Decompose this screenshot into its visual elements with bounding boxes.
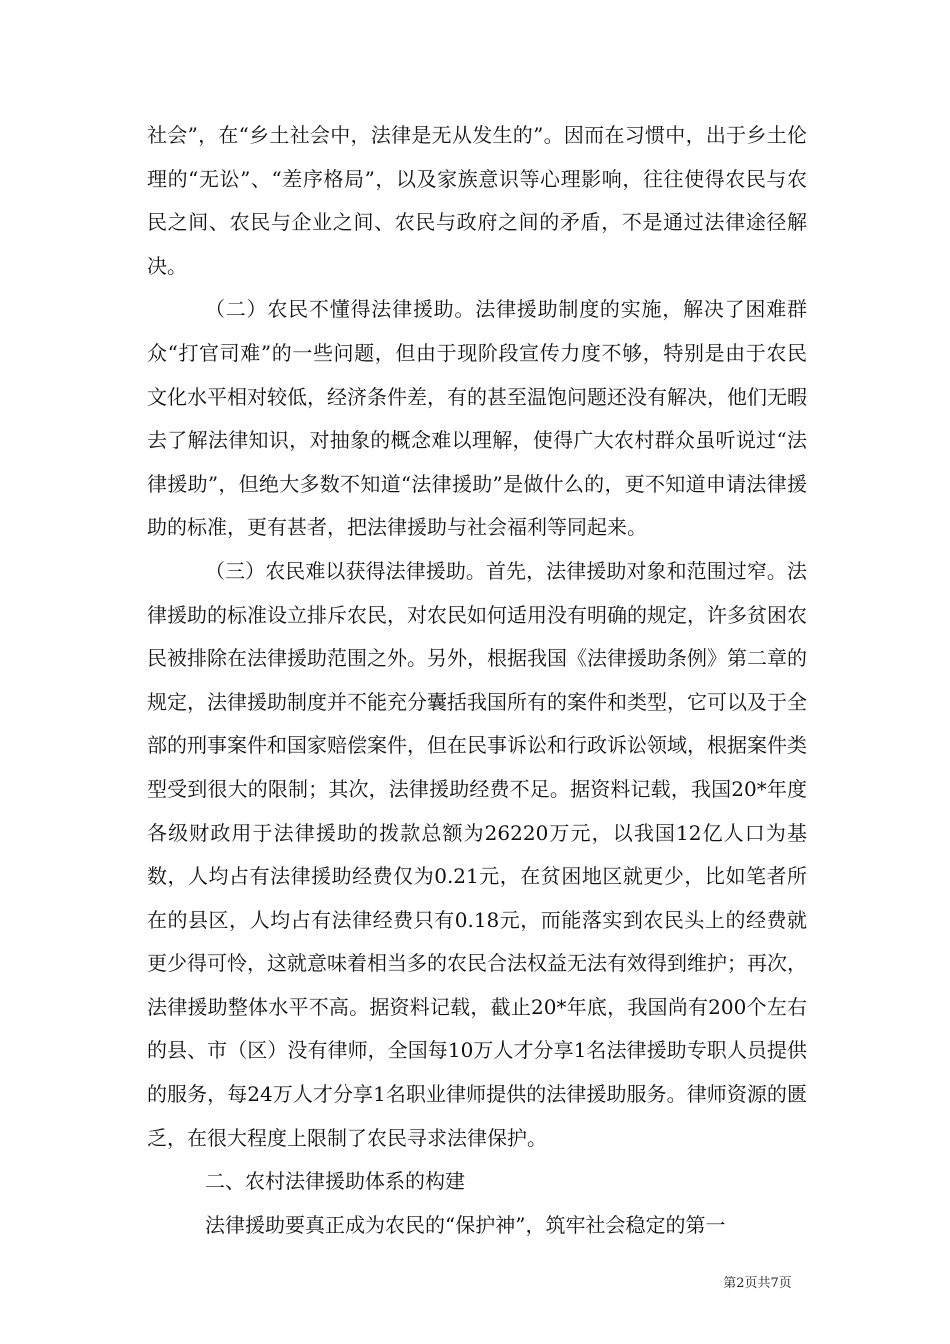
paragraph-section-two: （二）农民不懂得法律援助。法律援助制度的实施，解决了困难群众“打官司难”的一些问题，但由于现阶段宣传力度不够，特别是由于农民文化水平相对较低，经济条件差，有的甚至温饱问题还没有解决，他们无暇去了解法律知识，对抽象的概念难以理解，使得广大农村群众虽听说过“法律援助”，但绝大多数不知道“法律援助”是做什么的，更不知道申请法律援助的标准，更有甚者，把法律援助与社会福利等同起来。 [147, 297, 807, 540]
paragraph-construction-intro: 法律援助要真正成为农民的“保护神”，筑牢社会稳定的第一 [205, 1212, 726, 1237]
section-heading: 二、农村法律援助体系的构建 [205, 1169, 465, 1194]
page-number-footer: 第2页共7页 [723, 1276, 792, 1291]
document-body [147, 114, 807, 1247]
paragraph-section-three: （三）农民难以获得法律援助。首先，法律援助对象和范围过窄。法律援助的标准设立排斥农民，对农民如何适用没有明确的规定，许多贫困农民被排除在法律援助范围之外。另外，根据我国《法律援助条例》第二章的规定，法律援助制度并不能充分囊括我国所有的案件和类型，它可以及于全部的刑事案件和国家赔偿案件，但在民事诉讼和行政诉讼领域，根据案件类型受到很大的限制；其次，法律援助经费不足。据资料记载，我国20*年度各级财政用于法律援助的拨款总额为26220万元，以我国12亿人口为基数，人均占有法律援助经费仅为0.21元，在贫困地区就更少，比如笔者所在的县区，人均占有法律经费只有0.18元，而能落实到农民头上的经费就更少得可怜，这就意味着相当多的农民合法权益无法有效得到维护；再次，法律援助整体水平不高。据资料记载，截止20*年底，我国尚有200个左右的县、市（区）没有律师，全国每10万人才分享1名法律援助专职人员提供的服务，每24万人才分享1名职业律师提供的法律援助服务。律师资源的匮乏，在很大程度上限制了农民寻求法律保护。 [147, 558, 807, 1150]
paragraph-continuation: 社会”，在“乡土社会中，法律是无从发生的”。因而在习惯中，出于乡土伦理的“无讼”、“差序格局”，以及家族意识等心理影响，往往使得农民与农民之间、农民与企业之间、农民与政府之间的矛盾，不是通过法律途径解决。 [147, 123, 807, 278]
